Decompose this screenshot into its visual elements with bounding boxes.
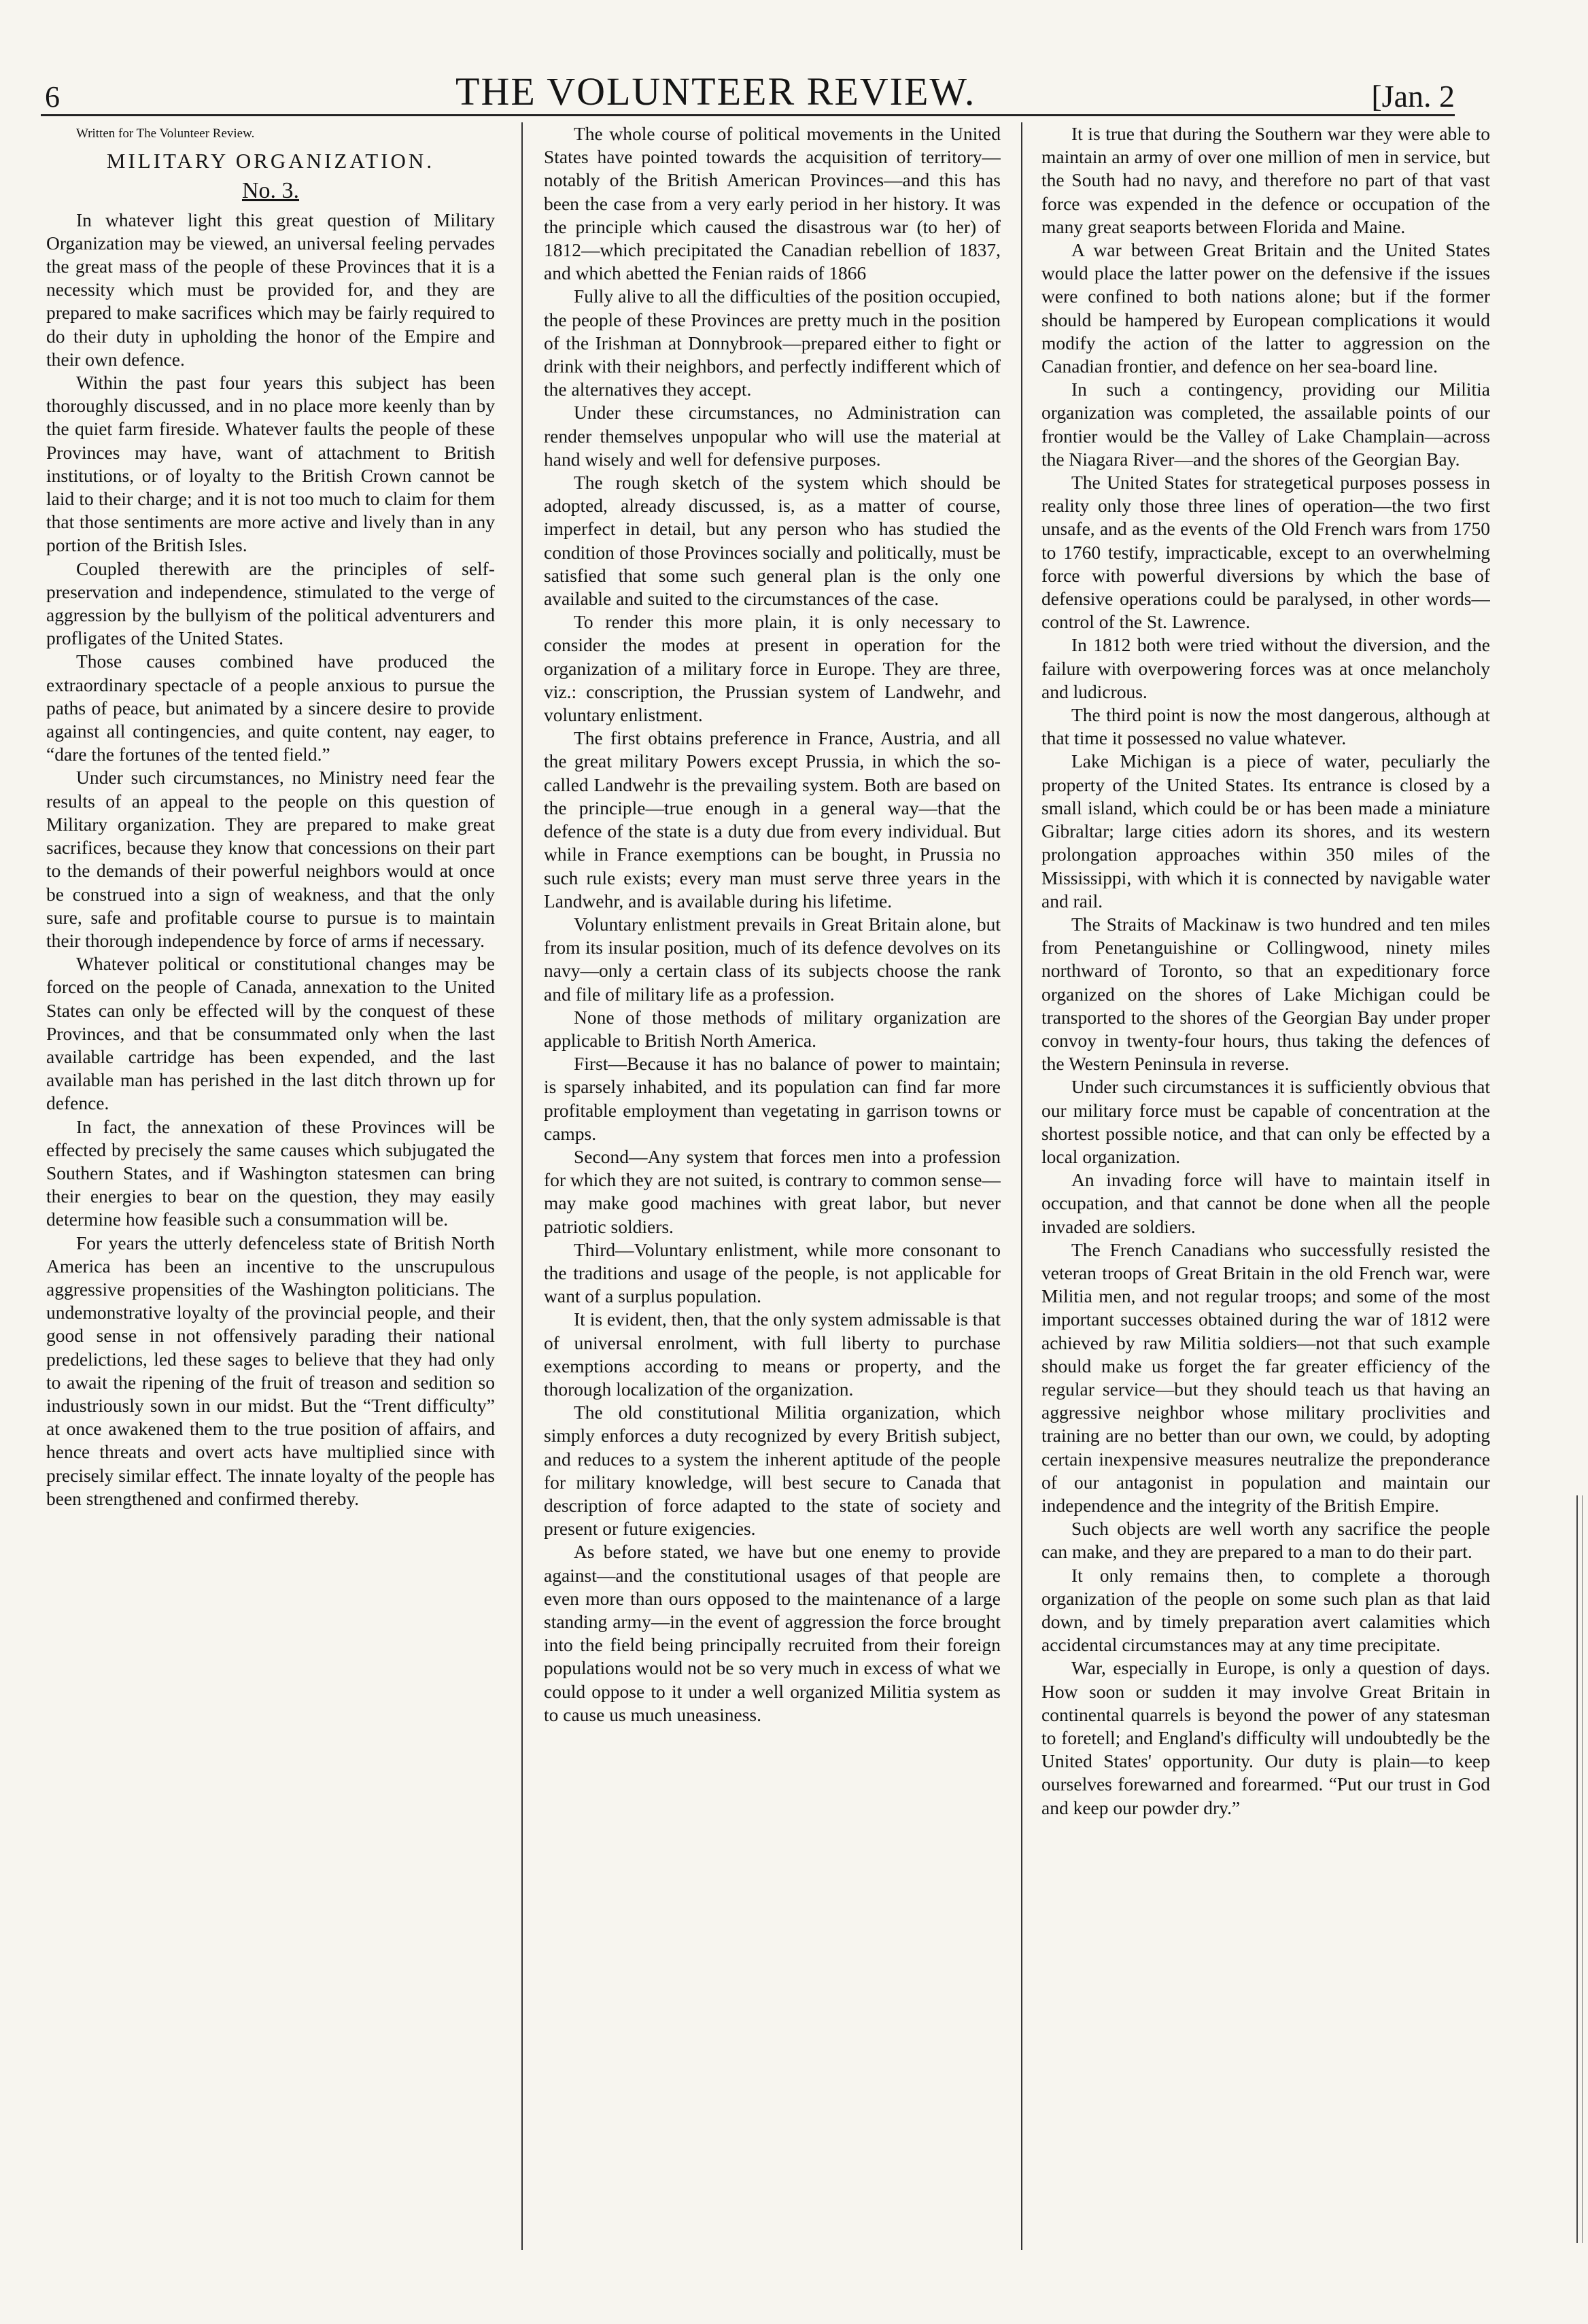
paragraph: Under such circumstances, no Ministry need fear the results of an appeal to the people on this question of Military organization. They are prepared to make great sacrifices, because they know that concessions on their part to the demands of their powerful neighbors would at once be construed into a sign of weakness, and that the only sure, safe and profitable course to pursue is to maintain their thorough independence by force of arms if necessary. xyxy=(46,767,495,951)
paragraph: To render this more plain, it is only necessary to consider the modes at present in operation for the organization of a military force in Europe. They are three, viz.: conscription, the Prussian system of Landwehr, and voluntary enlistment. xyxy=(544,611,1001,726)
paragraph: War, especially in Europe, is only a question of days. How soon or sudden it may involve Great Britain in continental quarrels is beyond the power of any statesman to foretell; and England's difficulty will undoubtedly be the United States' opportunity. Our duty is plain—to keep ourselves forewarned and forearmed. “Put our trust in God and keep our powder dry.” xyxy=(1041,1657,1490,1818)
page-number: 6 xyxy=(45,80,60,114)
column-2 xyxy=(544,122,1001,2264)
issue-date: [Jan. 2 xyxy=(1371,79,1455,114)
paragraph: The United States for strategetical purposes possess in reality only those three lines of operation—the two first unsafe, and as the events of the Old French wars from 1750 to 1760 testify, impracticable, except to an overwhelming force with powerful diversions by which the base of defensive operations could be paralysed, in other words—control of the St. Lawrence. xyxy=(1041,472,1490,633)
paragraph: Voluntary enlistment prevails in Great Britain alone, but from its insular position, much of its defence devolves on its navy—only a certain class of its subjects choose the rank and file of military life as a profession. xyxy=(544,913,1001,1005)
paragraph: The rough sketch of the system which should be adopted, already discussed, is, as a matter of course, imperfect in detail, but any person who has studied the condition of those Provinces socially and politically, must be satisfied that some such general plan is the only one available and suited to the circumstances of the case. xyxy=(544,472,1001,610)
paragraph: Fully alive to all the difficulties of the position occupied, the people of these Provinces are pretty much in the position of the Irishman at Donnybrook—prepared either to fight or drink with their neighbors, and perfectly indifferent which of the alternatives they accept. xyxy=(544,285,1001,400)
paragraph: First—Because it has no balance of power to maintain; is sparsely inhabited, and its population can find far more profitable employment than vegetating in garrison towns or camps. xyxy=(544,1053,1001,1144)
column-divider xyxy=(521,122,523,2250)
paragraph: Third—Voluntary enlistment, while more consonant to the traditions and usage of the people, is not applicable for want of a surplus population. xyxy=(544,1238,1001,1307)
paragraph: Lake Michigan is a piece of water, peculiarly the property of the United States. Its entrance is closed by a small island, which could be or has been made a miniature Gibraltar; large cities adorn its shores, and its western prolongation approaches within 350 miles of the Mississippi, with which it is connected by navigable water and rail. xyxy=(1041,750,1490,912)
paragraph: The first obtains preference in France, Austria, and all the great military Powers except Prussia, in which the so-called Landwehr is the prevailing system. Both are based on the principle—true enough in a general way—that the defence of the state is a duty due from every individual. But while in France exemptions can be bought, in Prussia no such rule exists; every man must serve three years in the Landwehr, and is available during his lifetime. xyxy=(544,727,1001,912)
paragraph: The old constitutional Militia organization, which simply enforces a duty recognized by every British subject, and reduces to a system the inherent aptitude of the people for military knowledge, will best secure to Canada that description of force adapted to the state of society and present or future exigencies. xyxy=(544,1402,1001,1540)
paragraph: In 1812 both were tried without the diversion, and the failure with overpowering forces was at once melancholy and ludicrous. xyxy=(1041,634,1490,702)
page-header xyxy=(41,60,1455,114)
paragraph: As before stated, we have but one enemy to provide against—and the constitutional usages of that people are even more than ours opposed to the maintenance of a large standing army—in the event of aggression the force brought into the field being principally recruited from their foreign populations would not be so very much in excess of what we could oppose to it under a well organized Militia system as to cause us much uneasiness. xyxy=(544,1541,1001,1725)
paragraph: In whatever light this great question of Military Organization may be viewed, an universal feeling pervades the great mass of the people of these Provinces that it is a necessity which must be provided for, and they are prepared to make sacrifices which may be fairly required to do their duty in upholding the honor of the Empire and their own defence. xyxy=(46,209,495,370)
paragraph: It is evident, then, that the only system admissable is that of universal enrolment, with full liberty to purchase exemptions according to means or property, and the thorough localization of the organization. xyxy=(544,1308,1001,1400)
header-rule xyxy=(41,114,1455,116)
column-1 xyxy=(46,122,495,2264)
paragraph: In fact, the annexation of these Provinces will be effected by precisely the same causes which subjugated the Southern States, and if Washington statesmen can bring their energies to bear on the question, they may easily determine how feasible such a consummation will be. xyxy=(46,1115,495,1230)
paragraph: Under these circumstances, no Administration can render themselves unpopular who will use the material at hand wisely and well for defensive purposes. xyxy=(544,402,1001,470)
paragraph: Those causes combined have produced the extraordinary spectacle of a people anxious to pursue the paths of peace, but animated by a sincere desire to provide against all contingencies, and quite content, nay eager, to “dare the fortunes of the tented field.” xyxy=(46,651,495,765)
paragraph: Second—Any system that forces men into a profession for which they are not suited, is contrary to common sense—may make good machines with great labor, but never patriotic soldiers. xyxy=(544,1145,1001,1237)
page-edge-marks xyxy=(1576,1495,1583,2243)
paragraph: The third point is now the most dangerous, although at that time it possessed no value whatever. xyxy=(1041,704,1490,749)
paragraph: It is true that during the Southern war they were able to maintain an army of over one million of men in service, but the South had no navy, and therefore no part of that vast force was expended in the defence or occupation of the many great seaports between Florida and Maine. xyxy=(1041,123,1490,237)
paragraph: None of those methods of military organization are applicable to British North America. xyxy=(544,1006,1001,1051)
paragraph: An invading force will have to maintain itself in occupation, and that cannot be done when all the people invaded are soldiers. xyxy=(1041,1169,1490,1237)
paragraph: In such a contingency, providing our Militia organization was completed, the assailable points of our frontier would be the Valley of Lake Champlain—across the Niagara River—and the shores of the Georgian Bay. xyxy=(1041,379,1490,470)
column-3 xyxy=(1041,122,1490,2264)
paragraph: The Straits of Mackinaw is two hundred and ten miles from Penetanguishine or Collingwood, ninety miles northward of Toronto, so that an expeditionary force organized on the shores of Lake Michigan could be transported to the shores of the Georgian Bay under proper convoy in twenty-four hours, thus taking the defences of the Western Peninsula in reverse. xyxy=(1041,913,1490,1075)
paragraph: Whatever political or constitutional changes may be forced on the people of Canada, annexation to the United States can only be effected will by the conquest of these Provinces, and that be consummated only when the last available cartridge has been expended, and the last available man has perished in the last ditch thrown up for defence. xyxy=(46,953,495,1114)
paragraph: The whole course of political movements in the United States have pointed towards the acquisition of territory—notably of the British American Provinces—and this has been the case from a very early period in her history. It was the principle which caused the disastrous war (to her) of 1812—which precipitated the Canadian rebellion of 1837, and which abetted the Fenian raids of 1866 xyxy=(544,123,1001,284)
article-number: No. 3. xyxy=(241,178,300,204)
masthead-title: THE VOLUNTEER REVIEW. xyxy=(455,69,976,114)
paragraph: Such objects are well worth any sacrifice the people can make, and they are prepared to a man to do their part. xyxy=(1041,1518,1490,1563)
paragraph: It only remains then, to complete a thorough organization of the people on some such plan as that laid down, and by timely preparation avert calamities which accidental circumstances may at any time precipitate. xyxy=(1041,1564,1490,1656)
paragraph: Within the past four years this subject has been thoroughly discussed, and in no place more keenly than by the quiet farm fireside. Whatever faults the people of these Provinces may have, want of attachment to British institutions, or of loyalty to the British Crown cannot be laid to their charge; and it is not too much to claim for them that those sentiments are more active and lively than in any portion of the British Isles. xyxy=(46,372,495,556)
paragraph: The French Canadians who successfully resisted the veteran troops of Great Britain in the old French war, were Militia men, and not regular troops; and some of the most important successes obtained during the war of 1812 were achieved by raw Militia soldiers—not that such example should make us forget the far greater efficiency of the regular service—but they should teach us that having an aggressive neighbor whose military proclivities and training are no better than our own, we could, by adopting certain inexpensive measures neutralize the preponderance of our antagonist in population and maintain our independence and the integrity of the British Empire. xyxy=(1041,1238,1490,1516)
paragraph: A war between Great Britain and the United States would place the latter power on the defensive if the issues were confined to both nations alone; but if the former should be hampered by European complications it would modify the action of the latter to aggression on the Canadian frontier, and defence on her sea-board line. xyxy=(1041,239,1490,377)
paragraph: Under such circumstances it is sufficiently obvious that our military force must be capable of concentration at the shortest possible notice, and that can only be effected by a local organization. xyxy=(1041,1076,1490,1167)
article-title: MILITARY ORGANIZATION. xyxy=(106,149,435,173)
paragraph: For years the utterly defenceless state of British North America has been an incentive to the unscrupulous aggressive propensities of the Washington politicians. The undemonstrative loyalty of the provincial people, and their good sense in not offensively parading their national predelictions, led these sages to believe that they had only to await the ripening of the fruit of treason and sedition so industriously sown in our midst. But the “Trent difficulty” at once awakened them to the true position of affairs, and hence threats and overt acts have multiplied since with precisely similar effect. The innate loyalty of the people has been strengthened and confirmed thereby. xyxy=(46,1232,495,1509)
paragraph: Coupled therewith are the principles of self-preservation and independence, stimulated to the verge of aggression by the bullyism of the political adventurers and profligates of the United States. xyxy=(46,557,495,649)
column-divider xyxy=(1021,122,1022,2250)
article-credit: Written for The Volunteer Review. xyxy=(76,126,255,141)
